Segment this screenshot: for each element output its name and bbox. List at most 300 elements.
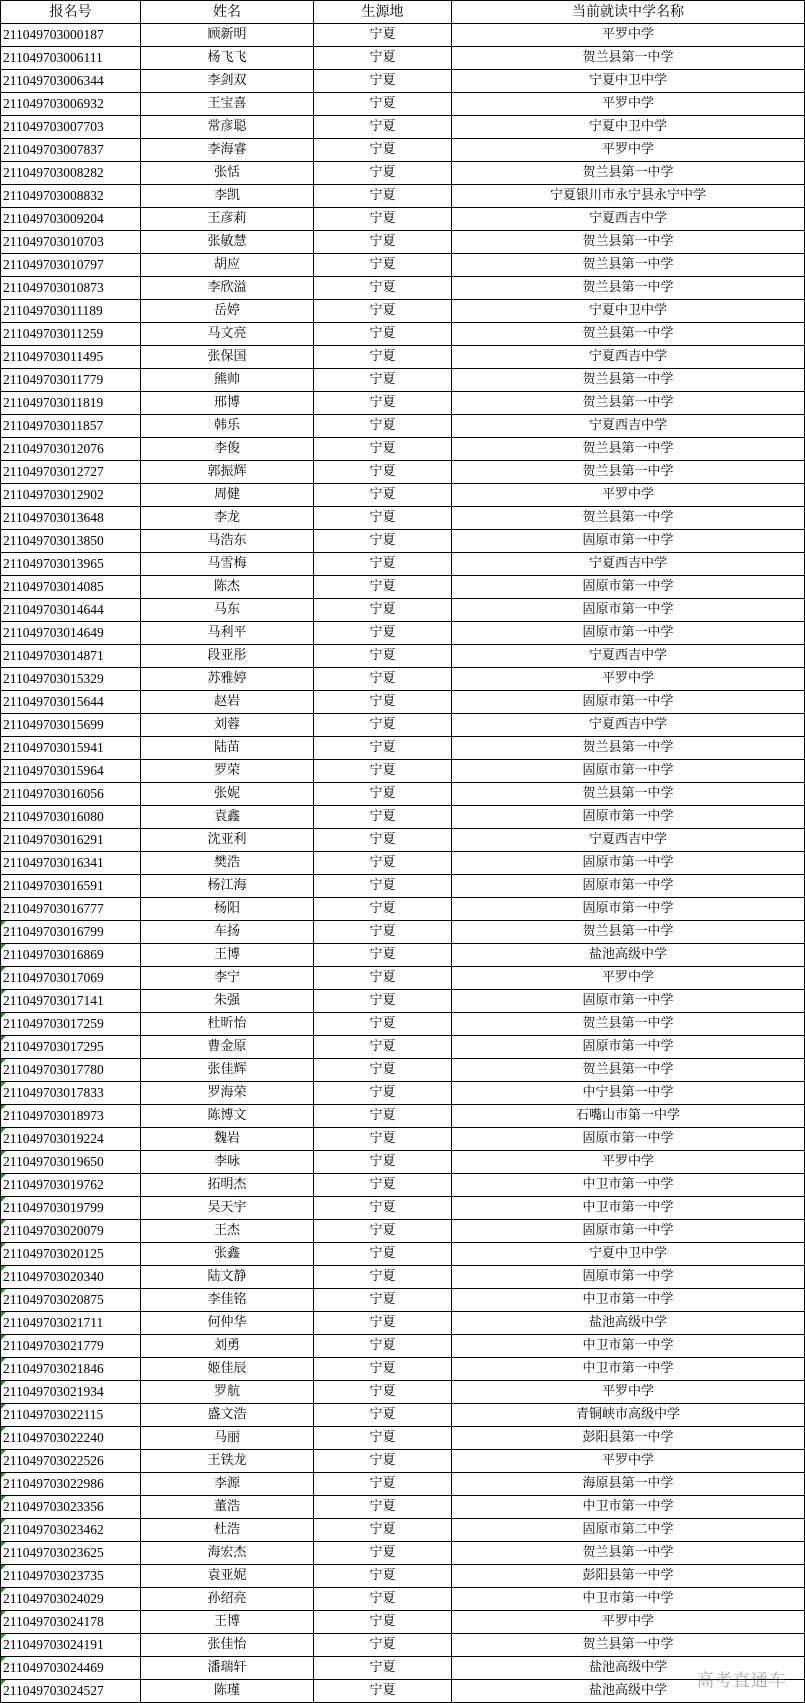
student-name-text: 王博 [213,947,240,962]
registration-no-cell [1,1680,141,1703]
registration-no-cell [1,806,141,829]
registration-no-text: 211049703019799 [3,1200,104,1215]
origin-cell [314,783,452,806]
registration-no-text: 211049703019650 [3,1154,104,1169]
text-number-indicator-icon [1,1611,6,1616]
origin-cell [314,668,452,691]
registration-no-cell [1,415,141,438]
origin-text: 宁夏 [369,878,396,893]
registration-no-text: 211049703011495 [3,349,104,364]
origin-cell [314,139,452,162]
text-number-indicator-icon [1,1450,6,1455]
text-number-indicator-icon [1,1335,6,1340]
table-row [1,645,805,668]
origin-text: 宁夏 [369,487,396,502]
header-row [1,1,805,24]
registration-no-text: 211049703008832 [3,188,104,203]
origin-cell [314,70,452,93]
table-row [1,1013,805,1036]
student-name-cell [141,1473,314,1496]
school-text: 中卫市第一中学 [582,1591,674,1606]
origin-text: 宁夏 [369,993,396,1008]
registration-no-text: 211049703017141 [3,993,104,1008]
registration-no-text: 211049703017259 [3,1016,104,1031]
registration-no-cell [1,1082,141,1105]
table-row [1,70,805,93]
table-row [1,116,805,139]
school-text: 固原市第一中学 [582,1269,674,1284]
school-text: 平罗中学 [601,970,654,985]
student-name-text: 马东 [213,602,240,617]
student-name-cell [141,93,314,116]
school-cell [452,1381,805,1404]
school-cell [452,990,805,1013]
student-name-cell [141,415,314,438]
registration-no-cell [1,438,141,461]
registration-no-cell [1,668,141,691]
school-cell [452,622,805,645]
registration-no-text: 211049703016291 [3,832,104,847]
registration-no-cell [1,1013,141,1036]
registration-no-cell [1,1105,141,1128]
text-number-indicator-icon [1,1634,6,1639]
student-name-cell [141,1519,314,1542]
student-name-cell [141,1404,314,1427]
table-row [1,139,805,162]
school-cell [452,1289,805,1312]
header-registration-no: 报名号 [1,1,141,24]
registration-no-cell [1,277,141,300]
origin-text: 宁夏 [369,556,396,571]
student-name-text: 马文亮 [207,326,247,341]
origin-text: 宁夏 [369,50,396,65]
text-number-indicator-icon [1,1266,6,1271]
school-text: 固原市第一中学 [582,1039,674,1054]
student-name-cell [141,231,314,254]
origin-cell [314,829,452,852]
table-row [1,691,805,714]
registration-no-text: 211049703015644 [3,694,104,709]
school-text: 中卫市第一中学 [582,1338,674,1353]
origin-cell [314,1151,452,1174]
origin-text: 宁夏 [369,96,396,111]
registration-no-text: 211049703013850 [3,533,104,548]
origin-cell [314,1588,452,1611]
student-name-cell [141,1611,314,1634]
student-name-text: 陆文静 [207,1269,247,1284]
table-row [1,1496,805,1519]
text-number-indicator-icon [1,967,6,972]
school-text: 贺兰县第一中学 [582,1637,674,1652]
school-cell [452,553,805,576]
origin-cell [314,116,452,139]
table-row [1,461,805,484]
student-name-text: 李海睿 [207,142,247,157]
origin-text: 宁夏 [369,579,396,594]
text-number-indicator-icon [1,1105,6,1110]
registration-no-text: 211049703009204 [3,211,104,226]
origin-text: 宁夏 [369,947,396,962]
origin-cell [314,760,452,783]
student-name-cell [141,1312,314,1335]
text-number-indicator-icon [1,1220,6,1225]
registration-no-cell [1,24,141,47]
school-text: 平罗中学 [601,487,654,502]
origin-text: 宁夏 [369,809,396,824]
text-number-indicator-icon [1,1013,6,1018]
registration-no-cell [1,392,141,415]
registration-no-cell [1,231,141,254]
origin-cell [314,1243,452,1266]
registration-no-cell [1,116,141,139]
table-row [1,714,805,737]
origin-text: 宁夏 [369,349,396,364]
registration-no-text: 211049703010797 [3,257,104,272]
school-text: 固原市第一中学 [582,602,674,617]
school-cell [452,185,805,208]
registration-no-cell [1,1634,141,1657]
origin-text: 宁夏 [369,119,396,134]
student-name-text: 王博 [213,1614,240,1629]
table-row [1,323,805,346]
school-text: 海原县第一中学 [582,1476,674,1491]
registration-no-cell [1,461,141,484]
school-cell [452,1450,805,1473]
registration-no-cell [1,530,141,553]
origin-cell [314,323,452,346]
student-name-cell [141,714,314,737]
origin-cell [314,231,452,254]
registration-no-text: 211049703016080 [3,809,104,824]
student-name-text: 李龙 [213,510,240,525]
registration-no-text: 211049703011189 [3,303,103,318]
student-name-text: 苏雅婷 [207,671,247,686]
school-cell [452,346,805,369]
student-name-cell [141,1013,314,1036]
origin-text: 宁夏 [369,188,396,203]
origin-cell [314,1289,452,1312]
student-name-text: 常彦聪 [207,119,247,134]
origin-text: 宁夏 [369,372,396,387]
text-number-indicator-icon [1,1565,6,1570]
origin-text: 宁夏 [369,326,396,341]
origin-text: 宁夏 [369,1384,396,1399]
registration-no-text: 211049703020875 [3,1292,104,1307]
registration-no-cell [1,1197,141,1220]
table-row [1,668,805,691]
text-number-indicator-icon [1,1128,6,1133]
registration-no-text: 211049703012076 [3,441,104,456]
student-name-text: 李俊 [213,441,240,456]
school-cell [452,1634,805,1657]
origin-text: 宁夏 [369,1016,396,1031]
school-text: 固原市第一中学 [582,625,674,640]
student-name-text: 熊帅 [213,372,240,387]
school-text: 贺兰县第一中学 [582,786,674,801]
origin-text: 宁夏 [369,165,396,180]
school-cell [452,93,805,116]
origin-cell [314,1565,452,1588]
text-number-indicator-icon [1,1059,6,1064]
school-cell [452,208,805,231]
registration-no-text: 211049703013965 [3,556,104,571]
student-name-text: 杨飞飞 [207,50,247,65]
student-name-text: 赵岩 [213,694,240,709]
registration-no-cell [1,990,141,1013]
student-name-text: 李佳铭 [207,1292,247,1307]
table-row [1,300,805,323]
text-number-indicator-icon [1,1197,6,1202]
student-name-text: 罗航 [213,1384,240,1399]
school-text: 宁夏西吉中学 [588,832,667,847]
school-text: 平罗中学 [601,1614,654,1629]
origin-text: 宁夏 [369,1430,396,1445]
origin-cell [314,1473,452,1496]
school-cell [452,1335,805,1358]
student-name-cell [141,47,314,70]
registration-no-cell [1,1312,141,1335]
origin-cell [314,967,452,990]
registration-no-text: 211049703021711 [3,1315,104,1330]
registration-no-text: 211049703022240 [3,1430,104,1445]
school-text: 贺兰县第一中学 [582,464,674,479]
origin-text: 宁夏 [369,280,396,295]
school-cell [452,24,805,47]
origin-cell [314,369,452,392]
registration-no-text: 211049703019762 [3,1177,104,1192]
school-cell [452,1611,805,1634]
origin-cell [314,1680,452,1703]
registration-no-text: 211049703012902 [3,487,104,502]
school-cell [452,1358,805,1381]
student-name-text: 邢博 [213,395,240,410]
student-name-cell [141,1036,314,1059]
school-cell [452,1473,805,1496]
registration-no-cell [1,875,141,898]
origin-text: 宁夏 [369,1407,396,1422]
text-number-indicator-icon [1,990,6,995]
registration-no-cell [1,1427,141,1450]
student-name-cell [141,1128,314,1151]
text-number-indicator-icon [1,1542,6,1547]
student-name-cell [141,622,314,645]
school-text: 中卫市第一中学 [582,1292,674,1307]
text-number-indicator-icon [1,1496,6,1501]
school-cell [452,484,805,507]
origin-text: 宁夏 [369,1200,396,1215]
registration-no-cell [1,162,141,185]
student-name-cell [141,139,314,162]
school-cell [452,760,805,783]
student-name-text: 罗荣 [213,763,240,778]
student-name-cell [141,737,314,760]
student-name-cell [141,1059,314,1082]
school-text: 宁夏中卫中学 [588,1246,667,1261]
origin-cell [314,990,452,1013]
school-cell [452,70,805,93]
origin-cell [314,921,452,944]
origin-text: 宁夏 [369,1591,396,1606]
origin-cell [314,691,452,714]
origin-cell [314,1082,452,1105]
student-name-cell [141,208,314,231]
student-name-cell [141,1335,314,1358]
registration-no-text: 211049703023625 [3,1545,104,1560]
school-cell [452,691,805,714]
registration-no-text: 211049703007837 [3,142,104,157]
origin-cell [314,645,452,668]
origin-text: 宁夏 [369,1476,396,1491]
student-name-text: 王宝喜 [207,96,247,111]
origin-cell [314,1013,452,1036]
student-name-text: 段亚彤 [207,648,247,663]
student-name-text: 车扬 [213,924,240,939]
origin-cell [314,47,452,70]
student-name-text: 魏岩 [213,1131,240,1146]
school-cell [452,1220,805,1243]
school-cell [452,231,805,254]
student-name-text: 郭振辉 [207,464,247,479]
registration-no-text: 211049703021779 [3,1338,104,1353]
registration-no-text: 211049703011819 [3,395,104,410]
registration-no-text: 211049703018973 [3,1108,104,1123]
school-text: 贺兰县第一中学 [582,165,674,180]
school-cell [452,1174,805,1197]
origin-cell [314,277,452,300]
origin-cell [314,392,452,415]
school-text: 平罗中学 [601,1154,654,1169]
registration-no-text: 211049703012727 [3,464,104,479]
table-row [1,1427,805,1450]
table-row [1,1059,805,1082]
student-name-cell [141,1266,314,1289]
student-name-text: 董浩 [213,1499,240,1514]
school-text: 固原市第一中学 [582,993,674,1008]
origin-text: 宁夏 [369,1545,396,1560]
student-name-cell [141,116,314,139]
student-name-text: 李剑双 [207,73,247,88]
origin-cell [314,507,452,530]
table-row [1,921,805,944]
school-cell [452,254,805,277]
registration-no-text: 211049703020079 [3,1223,104,1238]
student-name-cell [141,668,314,691]
origin-text: 宁夏 [369,1131,396,1146]
origin-text: 宁夏 [369,1039,396,1054]
school-text: 贺兰县第一中学 [582,1016,674,1031]
table-row [1,208,805,231]
origin-text: 宁夏 [369,1177,396,1192]
registration-no-text: 211049703017295 [3,1039,104,1054]
student-name-text: 曹金原 [207,1039,247,1054]
registration-no-text: 211049703021846 [3,1361,104,1376]
text-number-indicator-icon [1,1243,6,1248]
school-cell [452,714,805,737]
table-row [1,944,805,967]
student-name-text: 李凯 [213,188,240,203]
school-cell [452,576,805,599]
table-row [1,1105,805,1128]
origin-text: 宁夏 [369,832,396,847]
header-name: 姓名 [141,1,314,24]
student-name-cell [141,507,314,530]
watermark: 高考直通车 [697,1671,787,1691]
school-cell [452,1657,805,1680]
origin-text: 宁夏 [369,1154,396,1169]
student-name-cell [141,1381,314,1404]
table-row [1,1381,805,1404]
table-row [1,1565,805,1588]
registration-no-text: 211049703023356 [3,1499,104,1514]
table-row [1,1542,805,1565]
student-name-cell [141,829,314,852]
school-cell [452,783,805,806]
origin-cell [314,898,452,921]
school-text: 宁夏西吉中学 [588,717,667,732]
registration-no-cell [1,737,141,760]
student-name-text: 樊浩 [213,855,240,870]
student-name-cell [141,162,314,185]
text-number-indicator-icon [1,1588,6,1593]
registration-no-text: 211049703014871 [3,648,104,663]
registration-no-text: 211049703015699 [3,717,104,732]
student-name-cell [141,990,314,1013]
registration-no-text: 211049703016056 [3,786,104,801]
school-cell [452,599,805,622]
origin-text: 宁夏 [369,625,396,640]
school-cell [452,1542,805,1565]
table-row [1,231,805,254]
registration-no-text: 211049703006932 [3,96,104,111]
origin-text: 宁夏 [369,924,396,939]
school-cell [452,277,805,300]
school-cell [452,1013,805,1036]
registration-no-text: 211049703007703 [3,119,104,134]
text-number-indicator-icon [1,944,6,949]
origin-text: 宁夏 [369,1085,396,1100]
student-name-cell [141,852,314,875]
registration-no-cell [1,967,141,990]
student-name-text: 周健 [213,487,240,502]
origin-text: 宁夏 [369,671,396,686]
origin-cell [314,1197,452,1220]
origin-cell [314,530,452,553]
registration-no-text: 211049703014644 [3,602,104,617]
student-name-cell [141,438,314,461]
school-cell [452,116,805,139]
origin-cell [314,461,452,484]
table-row [1,1289,805,1312]
origin-cell [314,346,452,369]
school-cell [452,1565,805,1588]
school-text: 宁夏银川市永宁县永宁中学 [549,188,706,203]
school-text: 固原市第一中学 [582,1223,674,1238]
school-text: 盐池高级中学 [588,947,667,962]
student-name-cell [141,484,314,507]
registration-no-text: 211049703023462 [3,1522,104,1537]
table-row [1,783,805,806]
student-name-cell [141,1542,314,1565]
origin-text: 宁夏 [369,1292,396,1307]
student-name-cell [141,1197,314,1220]
student-name-text: 杜昕怡 [207,1016,247,1031]
student-name-cell [141,1289,314,1312]
table-row [1,898,805,921]
school-text: 贺兰县第一中学 [582,50,674,65]
student-name-cell [141,277,314,300]
school-text: 固原市第一中学 [582,579,674,594]
origin-text: 宁夏 [369,1660,396,1675]
